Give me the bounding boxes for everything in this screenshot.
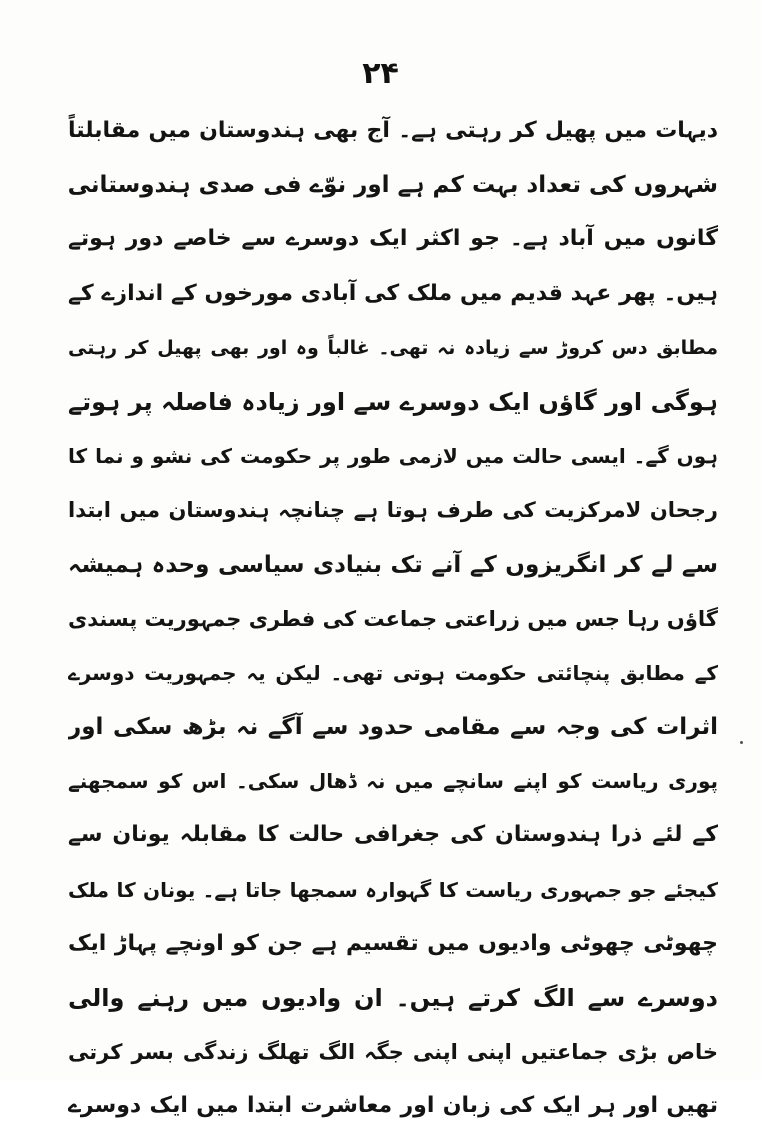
text-line: دوسرے سے الگ کرتے ہیں۔ ان وادیوں میں رہنے والی bbox=[68, 984, 718, 1012]
text-line: رجحان لامرکزیت کی طرف ہوتا ہے چنانچہ ہندوستان میں ابتدا bbox=[68, 498, 718, 523]
scan-speck bbox=[740, 741, 743, 744]
text-line: پوری ریاست کو اپنے سانچے میں نہ ڈھال سکی۔ اس کو سمجھنے bbox=[68, 769, 718, 794]
page-number: ۲۴ bbox=[362, 56, 399, 91]
text-line: مطابق دس کروڑ سے زیادہ نہ تھی۔ غالباً وہ اور بھی پھیل کر رہتی bbox=[68, 336, 718, 359]
text-line: گانوں میں آباد ہے۔ جو اکثر ایک دوسرے سے خاصے دور ہوتے bbox=[68, 226, 718, 252]
text-line: کے مطابق پنچائتی حکومت ہوتی تھی۔ لیکن یہ جمہوریت دوسرے bbox=[68, 660, 718, 685]
text-line: تھیں اور ہر ایک کی زبان اور معاشرت ابتدا میں ایک دوسرے bbox=[68, 1093, 718, 1119]
text-line: شہروں کی تعداد بہت کم ہے اور نوّے فی صدی ہندوستانی bbox=[68, 172, 718, 199]
text-line: ہیں۔ پھر عہد قدیم میں ملک کی آبادی مورخوں کے اندازے کے bbox=[68, 280, 718, 306]
text-line: سے لے کر انگریزوں کے آنے تک بنیادی سیاسی وحدہ ہمیشہ bbox=[68, 551, 718, 578]
text-line: دیہات میں پھیل کر رہتی ہے۔ آج بھی ہندوستان میں مقابلتاً bbox=[68, 118, 718, 143]
text-line: کیجئے جو جمہوری ریاست کا گہوارہ سمجھا جاتا ہے۔ یونان کا ملک bbox=[68, 877, 718, 902]
text-line: ہوں گے۔ ایسی حالت میں لازمی طور پر حکومت کی نشو و نما کا bbox=[68, 444, 718, 469]
text-line: چھوٹی چھوٹی وادیوں میں تقسیم ہے جن کو اونچے پہاڑ ایک bbox=[68, 930, 718, 956]
text-line: کے لئے ذرا ہندوستان کی جغرافی حالت کا مقابلہ یونان سے bbox=[68, 822, 718, 848]
body-text bbox=[68, 104, 718, 1134]
text-line: خاص بڑی جماعتیں اپنی اپنی جگہ الگ تھلگ زندگی بسر کرتی bbox=[68, 1040, 718, 1065]
text-line: گاؤں رہا جس میں زراعتی جماعت کی فطری جمہوریت پسندی bbox=[68, 606, 718, 631]
text-line: ہوگی اور گاؤں ایک دوسرے سے اور زیادہ فاصلہ پر ہوتے bbox=[68, 387, 718, 416]
text-line: اثرات کی وجہ سے مقامی حدود سے آگے نہ بڑھ سکی اور bbox=[68, 714, 718, 741]
